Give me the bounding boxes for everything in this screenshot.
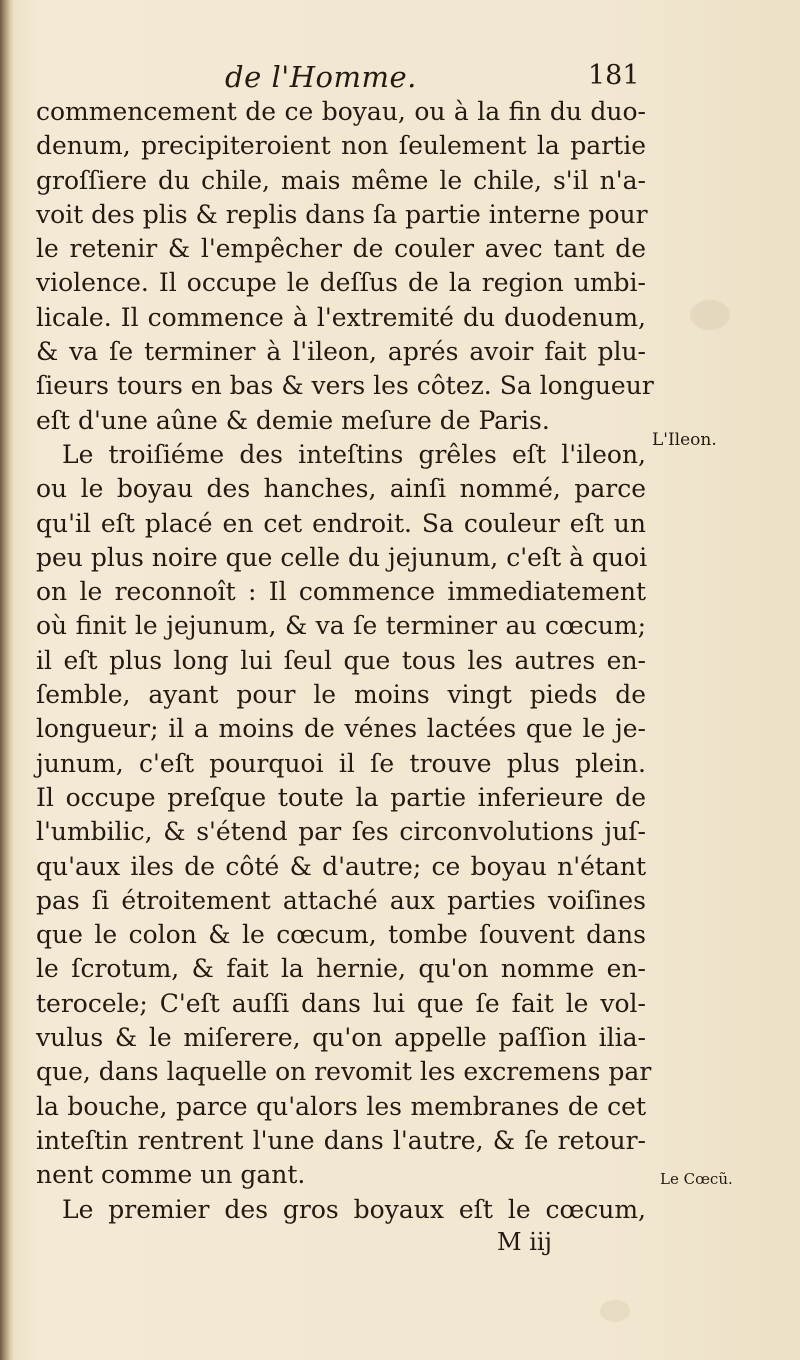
text-line: ſieurs tours en bas & vers les côtez. Sa longueur (36, 371, 654, 401)
text-line: que le colon & le cœcum, tombe ſouvent dans (36, 920, 646, 950)
text-line: groſſiere du chile, mais même le chile, s'il n'a- (36, 165, 646, 195)
text-line: pas ſi étroitement attaché aux parties voiſines (36, 885, 646, 915)
paper-stain (600, 1300, 630, 1322)
text-line: junum, c'eſt pourquoi il ſe trouve plus plein. (36, 748, 646, 778)
text-line: la bouche, parce qu'alors les membranes de cet (36, 1091, 646, 1121)
text-line: ſemble, ayant pour le moins vingt pieds de (36, 680, 646, 710)
text-line: Le premier des gros boyaux eſt le cœcum, (62, 1194, 646, 1224)
text-line: le ſcrotum, & fait la hernie, qu'on nomme en- (36, 954, 646, 984)
running-title: de l'Homme. (225, 60, 417, 94)
text-line: longueur; il a moins de vénes lactées que le je- (36, 714, 646, 744)
text-line: nent comme un gant. (36, 1160, 306, 1190)
text-line: que, dans laquelle on revomit les excremens par (36, 1057, 652, 1087)
body-text (36, 95, 654, 1227)
signature-mark: M iij (497, 1228, 552, 1256)
text-line: eſt d'une aûne & demie meſure de Paris. (36, 405, 550, 435)
text-line: on le reconnoît : Il commence immediatement (36, 577, 646, 607)
text-line: vulus & le miſerere, qu'on appelle paſſion ilia- (36, 1023, 646, 1053)
text-line: Il occupe preſque toute la partie inferieure de (36, 782, 646, 812)
text-line: qu'aux iles de côté & d'autre; ce boyau n'étant (36, 851, 646, 881)
text-line: le retenir & l'empêcher de couler avec tant de (36, 234, 646, 264)
text-line: voit des plis & replis dans ſa partie interne pour (36, 199, 648, 229)
text-line: & va ſe terminer à l'ileon, aprés avoir fait plu- (36, 337, 646, 367)
text-line: Le troiſiéme des inteſtins grêles eſt l'ileon, (62, 439, 646, 469)
text-line: terocele; C'eſt auſſi dans lui que ſe fait le vol- (36, 988, 646, 1018)
text-line: violence. Il occupe le deſſus de la region umbi- (36, 268, 646, 298)
text-line: ou le boyau des hanches, ainſi nommé, parce (36, 474, 646, 504)
text-line: denum, precipiteroient non ſeulement la partie (36, 131, 646, 161)
text-line: l'umbilic, & s'étend par ſes circonvolutions juſ- (36, 817, 646, 847)
page-header (0, 50, 800, 94)
text-line: inteſtin rentrent l'une dans l'autre, & ſe retour- (36, 1125, 646, 1155)
text-line: où finit le jejunum, & va ſe terminer au cœcum; (36, 611, 646, 641)
text-line: licale. Il commence à l'extremité du duodenum, (36, 302, 646, 332)
text-line: peu plus noire que celle du jejunum, c'eſt à quoi (36, 542, 648, 572)
page-number: 181 (588, 60, 640, 91)
margin-note-ileon: L'Ileon. (652, 430, 717, 450)
text-line: il eſt plus long lui ſeul que tous les autres en- (36, 645, 646, 675)
paper-stain (690, 300, 730, 330)
margin-note-coecum: Le Cœcũ. (660, 1170, 733, 1188)
text-line: commencement de ce boyau, ou à la fin du duo- (36, 97, 646, 126)
text-line: qu'il eſt placé en cet endroit. Sa couleur eſt un (36, 508, 646, 538)
binding-edge (0, 0, 14, 1360)
